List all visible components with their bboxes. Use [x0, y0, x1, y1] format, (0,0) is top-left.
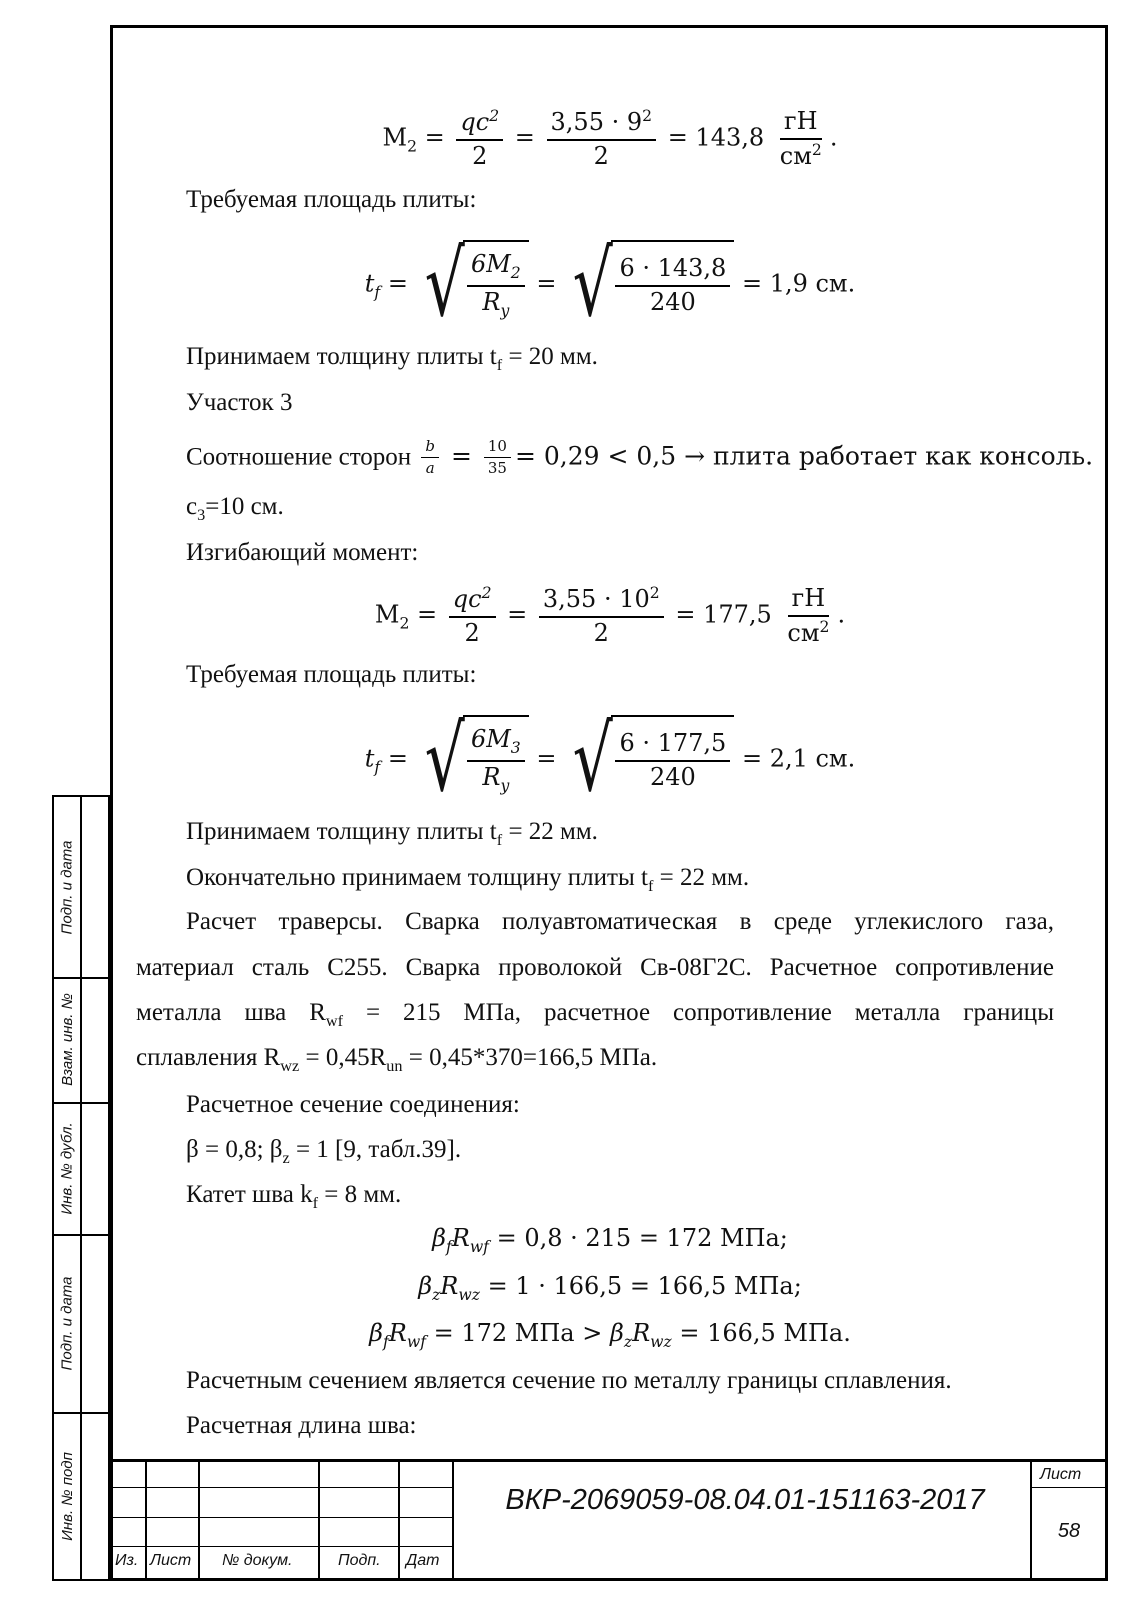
fraction	[449, 585, 496, 647]
eq-sub: wf	[406, 1332, 426, 1351]
eq-result: = 1 · 166,5 = 166,5 МПа;	[479, 1272, 802, 1300]
eq-term: 6M	[470, 250, 511, 279]
side-label-text: Инв. № подп	[58, 1452, 76, 1541]
equation-tf-section2: $t_f$ = √ $\frac{6M_2}{R_y}$ = √ $\frac{6 \cdot 143,8}{240}$ = 1,9 см.	[364, 232, 856, 337]
text-sub: f	[312, 1194, 318, 1212]
text: = 0,45R	[299, 1044, 387, 1071]
text-sub: 3	[197, 506, 206, 524]
eq-term: t	[364, 744, 375, 773]
fraction	[456, 108, 503, 170]
eq-term: 2	[464, 618, 480, 647]
tb-divider	[110, 1546, 452, 1547]
sqrt	[564, 707, 734, 812]
eq-term: 2	[593, 141, 609, 170]
eq-result: = 0,8 · 215 = 172 МПа;	[488, 1224, 788, 1252]
eq-term: t	[364, 269, 375, 298]
text: Окончательно принимаем толщину плиты t	[186, 864, 648, 891]
eq-unit: гН	[788, 585, 830, 617]
radical-icon: √	[424, 707, 465, 812]
radical-icon: √	[572, 707, 613, 812]
side-label	[56, 1412, 78, 1581]
eq-term: R	[632, 1319, 651, 1347]
equation-beta-f	[110, 1223, 1110, 1262]
eq-term: 240	[649, 763, 696, 791]
tb-divider	[452, 1462, 454, 1581]
eq-term: 6 · 143,8	[615, 255, 730, 287]
eq-sub: wz	[650, 1332, 672, 1351]
eq-term: М	[382, 123, 408, 152]
side-label	[56, 797, 78, 977]
text: металла шва R	[136, 999, 326, 1026]
paragraph: Расчетное сечение соединения:	[186, 1091, 520, 1118]
eq-result: = 1,9 см.	[741, 269, 856, 298]
eq-sup: 2	[481, 584, 492, 602]
eq-result: = 177,5	[675, 600, 772, 629]
eq-result: = 166,5 МПа.	[671, 1319, 851, 1347]
eq-term: β	[609, 1319, 624, 1347]
tb-divider	[398, 1462, 400, 1581]
eq-sub: 2	[399, 614, 410, 633]
eq-term: R	[482, 288, 501, 316]
fraction	[421, 438, 439, 478]
equation-compare	[110, 1318, 1110, 1357]
paragraph: Соотношение сторон $\frac{b}{a}$ = $\frac{10}{35}$ = 0,29 < 0,5 → плита работает как консоль.	[186, 437, 1094, 478]
eq-term: 6 · 177,5	[615, 730, 730, 762]
eq-sub: f	[374, 283, 381, 302]
fraction	[776, 108, 826, 170]
side-stamp	[52, 795, 110, 1581]
eq-sub: f	[383, 1332, 389, 1351]
tb-divider	[318, 1462, 320, 1581]
eq-term: 35	[487, 459, 507, 478]
equation-m2-section2: $М_2$ = $\frac{qc^2}{2}$ = $\frac{3,55 \cdot 9^2}{2}$ = 143,8 $\frac{гН}{см^2}$ .	[382, 107, 838, 170]
text: сплавления R	[136, 1044, 281, 1071]
title-block	[110, 1459, 1108, 1581]
document-code: ВКР-2069059-08.04.01-151163-2017	[505, 1484, 985, 1516]
side-label	[56, 977, 78, 1102]
equation-m2-section3: $М_2$ = $\frac{qc^2}{2}$ = $\frac{3,55 \cdot 10^2}{2}$ = 177,5 $\frac{гН}{см^2}$ .	[374, 584, 846, 647]
text-sub: f	[496, 356, 503, 374]
text: = 8 мм.	[317, 1181, 402, 1208]
eq-term: a	[425, 459, 435, 478]
eq-sub: wz	[458, 1285, 480, 1304]
side-divider	[80, 797, 82, 1579]
text: = 0,29 < 0,5 → плита работает как консоль.	[514, 441, 1094, 471]
side-label-text: Подп. и дата	[58, 840, 76, 934]
text: = 22 мм.	[653, 864, 750, 891]
section-heading: Участок 3	[186, 389, 293, 416]
tb-divider	[1030, 1487, 1108, 1488]
eq-unit: гН	[780, 108, 822, 140]
fraction	[615, 730, 730, 791]
tb-label: № докум.	[222, 1552, 293, 1569]
paragraph: Расчетная длина шва:	[186, 1412, 417, 1439]
text-sub: un	[386, 1057, 403, 1075]
text: = 215 МПа, расчетное сопротивление металла границы	[343, 999, 1054, 1026]
eq-sub: z	[623, 1332, 633, 1351]
paragraph: Изгибающий момент:	[186, 539, 419, 566]
eq-term: β	[418, 1272, 433, 1300]
eq-result: = 143,8	[667, 123, 765, 152]
fraction	[783, 585, 833, 647]
eq-unit: см	[779, 141, 812, 170]
side-label-text: Взам. инв. №	[58, 993, 76, 1086]
paragraph	[186, 1135, 461, 1173]
text-sub: z	[282, 1149, 290, 1167]
eq-term: = 172 МПа >	[425, 1319, 610, 1347]
eq-term: .	[837, 600, 846, 629]
fraction	[467, 726, 525, 795]
eq-result: = 2,1 см.	[741, 744, 856, 773]
eq-sup: 2	[811, 140, 822, 159]
eq-term: qc	[460, 108, 490, 136]
tb-divider	[145, 1462, 147, 1581]
paragraph-line: Расчет траверсы. Сварка полуавтоматическая в среде углекислого газа,	[186, 908, 1054, 935]
paragraph	[186, 342, 598, 380]
fraction	[615, 255, 730, 316]
eq-sub: 2	[510, 264, 521, 283]
fraction	[539, 585, 664, 647]
eq-sub: z	[432, 1285, 441, 1304]
paragraph-line: материал сталь С255. Сварка проволокой Св-08Г2С. Расчетное сопротивление	[136, 954, 1054, 981]
text: Соотношение сторон	[186, 443, 418, 471]
eq-term: R	[482, 763, 501, 791]
eq-sub: y	[500, 776, 510, 795]
sheet-number: 58	[1057, 1520, 1081, 1542]
equation-tf-section3: $t_f$ = √ $\frac{6M_3}{R_y}$ = √ $\frac{6 \cdot 177,5}{240}$ = 2,1 см.	[364, 707, 856, 812]
text: = 1 [9, табл.39].	[289, 1136, 462, 1163]
side-label	[56, 1234, 78, 1412]
tb-label: Подп.	[338, 1552, 381, 1569]
text: =10 см.	[205, 493, 284, 520]
eq-sub: y	[500, 301, 510, 320]
tb-label: Дат	[406, 1552, 440, 1569]
eq-term: β	[369, 1319, 383, 1347]
text: Катет шва k	[186, 1181, 313, 1208]
tb-divider	[198, 1462, 200, 1581]
paragraph: Расчетным сечением является сечение по металлу границы сплавления.	[186, 1367, 952, 1394]
eq-term: b	[421, 438, 439, 458]
text-sub: f	[647, 877, 654, 895]
text: = 0,45*370=166,5 МПа.	[402, 1044, 658, 1071]
eq-sub: 2	[407, 137, 418, 156]
paragraph-line	[136, 1043, 657, 1081]
equation-beta-z	[110, 1271, 1110, 1310]
eq-term: R	[440, 1272, 459, 1300]
text: Принимаем толщину плиты t	[186, 818, 497, 845]
side-label-text: Инв. № дубл.	[58, 1121, 76, 1215]
eq-sup: 2	[649, 584, 660, 602]
text: = 20 мм.	[502, 343, 598, 370]
paragraph	[186, 817, 598, 855]
eq-sup: 2	[819, 617, 830, 636]
paragraph: Требуемая площадь плиты:	[186, 186, 477, 213]
side-label	[56, 1102, 78, 1234]
tb-label: Лист	[150, 1552, 192, 1569]
eq-term: 10	[484, 438, 511, 458]
eq-term: 6M	[470, 725, 511, 754]
text: Принимаем толщину плиты t	[186, 343, 497, 370]
eq-sup: 2	[489, 107, 500, 125]
eq-term: β	[432, 1224, 446, 1252]
text: = 22 мм.	[502, 818, 598, 845]
eq-unit: см	[787, 618, 820, 647]
paragraph	[186, 492, 284, 530]
radical-icon: √	[572, 232, 613, 337]
text: β = 0,8; β	[186, 1136, 283, 1163]
eq-term: .	[829, 123, 838, 152]
eq-sub: wf	[469, 1237, 489, 1256]
side-label-text: Подп. и дата	[58, 1276, 76, 1370]
eq-term: 3,55 · 9	[550, 108, 643, 136]
eq-term: 2	[593, 618, 609, 647]
text-sub: f	[496, 831, 503, 849]
eq-term: М	[374, 600, 400, 629]
sheet-label: Лист	[1040, 1466, 1082, 1483]
paragraph: Требуемая площадь плиты:	[186, 661, 477, 688]
tb-divider	[110, 1517, 452, 1518]
fraction	[467, 251, 525, 320]
eq-term: R	[451, 1224, 470, 1252]
eq-sup: 2	[642, 107, 653, 125]
text-sub: wz	[280, 1057, 300, 1075]
text-sub: wf	[325, 1012, 344, 1030]
sqrt	[564, 232, 734, 337]
eq-sub: f	[445, 1237, 452, 1256]
eq-term: 240	[649, 288, 696, 316]
radical-icon: √	[424, 232, 465, 337]
tb-divider	[110, 1487, 452, 1488]
eq-term: 3,55 · 10	[542, 585, 650, 613]
fraction	[484, 438, 511, 478]
tb-label: Из.	[115, 1552, 139, 1569]
eq-sub: f	[374, 758, 381, 777]
text: c	[186, 493, 198, 520]
paragraph	[186, 1180, 401, 1218]
paragraph	[186, 863, 749, 901]
eq-term: 2	[472, 141, 488, 170]
eq-sub: 3	[510, 739, 521, 758]
fraction	[547, 108, 657, 170]
eq-term: R	[388, 1319, 407, 1347]
sqrt	[416, 232, 529, 337]
paragraph-line	[136, 998, 1054, 1036]
sqrt	[416, 707, 529, 812]
eq-term: qc	[452, 585, 482, 613]
